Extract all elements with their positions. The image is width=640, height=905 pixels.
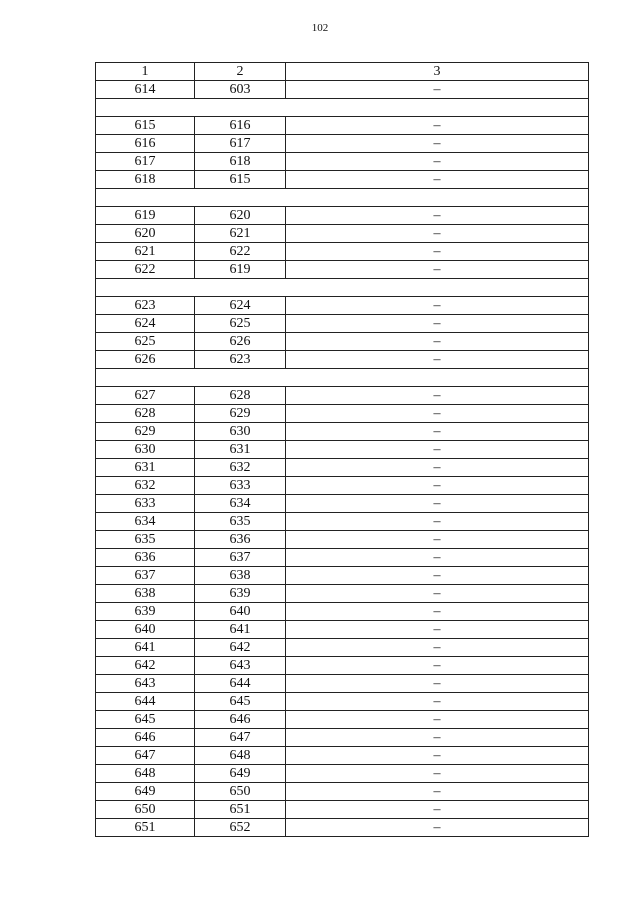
table-cell-col-1: 633 bbox=[96, 495, 195, 513]
table-row bbox=[96, 765, 589, 783]
page-number: 102 bbox=[311, 22, 329, 34]
table-cell-col-3: – bbox=[286, 423, 589, 441]
table-cell-col-3: – bbox=[286, 81, 589, 99]
table-cell-col-2: 639 bbox=[195, 585, 286, 603]
table-row bbox=[96, 459, 589, 477]
table-cell-col-2: 638 bbox=[195, 567, 286, 585]
table-row bbox=[96, 531, 589, 549]
table-row bbox=[96, 81, 589, 99]
table-cell-col-2: 636 bbox=[195, 531, 286, 549]
table-cell-col-2: 622 bbox=[195, 243, 286, 261]
table-cell-col-2: 642 bbox=[195, 639, 286, 657]
table-row bbox=[96, 801, 589, 819]
table-cell-col-1: 648 bbox=[96, 765, 195, 783]
table-row bbox=[96, 675, 589, 693]
table-row bbox=[96, 171, 589, 189]
table-row bbox=[96, 567, 589, 585]
table-cell-col-2: 648 bbox=[195, 747, 286, 765]
table-cell-col-2: 643 bbox=[195, 657, 286, 675]
table-row bbox=[96, 135, 589, 153]
table-cell-col-3: – bbox=[286, 801, 589, 819]
table-row bbox=[96, 351, 589, 369]
table-cell-col-1: 632 bbox=[96, 477, 195, 495]
table-cell-col-1: 617 bbox=[96, 153, 195, 171]
table-cell-col-2: 651 bbox=[195, 801, 286, 819]
table-row bbox=[96, 225, 589, 243]
table-cell-col-1: 614 bbox=[96, 81, 195, 99]
table-row bbox=[96, 513, 589, 531]
table-cell-col-3: – bbox=[286, 117, 589, 135]
table-row bbox=[96, 153, 589, 171]
table-header-row bbox=[96, 63, 589, 81]
table-cell-col-1: 620 bbox=[96, 225, 195, 243]
table-cell-col-1: 627 bbox=[96, 387, 195, 405]
blank-separator-row bbox=[96, 369, 589, 387]
table-row bbox=[96, 477, 589, 495]
table-cell-col-2: 629 bbox=[195, 405, 286, 423]
table-cell-col-1: 638 bbox=[96, 585, 195, 603]
table-cell-col-2: 630 bbox=[195, 423, 286, 441]
table-cell-col-3: – bbox=[286, 765, 589, 783]
table-cell-col-1: 624 bbox=[96, 315, 195, 333]
separator-cell bbox=[96, 189, 589, 207]
table-cell-col-3: – bbox=[286, 441, 589, 459]
table-body bbox=[96, 81, 589, 837]
table-cell-col-1: 630 bbox=[96, 441, 195, 459]
table-cell-col-1: 651 bbox=[96, 819, 195, 837]
table-cell-col-2: 618 bbox=[195, 153, 286, 171]
table-cell-col-3: – bbox=[286, 513, 589, 531]
table-cell-col-3: – bbox=[286, 783, 589, 801]
separator-cell bbox=[96, 369, 589, 387]
table-cell-col-3: – bbox=[286, 207, 589, 225]
table-cell-col-1: 647 bbox=[96, 747, 195, 765]
table-cell-col-1: 625 bbox=[96, 333, 195, 351]
table-cell-col-3: – bbox=[286, 297, 589, 315]
table-row bbox=[96, 405, 589, 423]
table-row bbox=[96, 585, 589, 603]
table-row bbox=[96, 657, 589, 675]
table-cell-col-3: – bbox=[286, 639, 589, 657]
column-header-2: 2 bbox=[195, 63, 286, 81]
table-cell-col-2: 634 bbox=[195, 495, 286, 513]
table-row bbox=[96, 315, 589, 333]
table-row bbox=[96, 711, 589, 729]
table-cell-col-3: – bbox=[286, 531, 589, 549]
table-row bbox=[96, 261, 589, 279]
table-row bbox=[96, 639, 589, 657]
table-cell-col-3: – bbox=[286, 351, 589, 369]
table-cell-col-2: 624 bbox=[195, 297, 286, 315]
table-cell-col-2: 615 bbox=[195, 171, 286, 189]
table-cell-col-3: – bbox=[286, 495, 589, 513]
table-row bbox=[96, 783, 589, 801]
table-row bbox=[96, 729, 589, 747]
table-cell-col-1: 641 bbox=[96, 639, 195, 657]
table-cell-col-3: – bbox=[286, 585, 589, 603]
table-cell-col-2: 637 bbox=[195, 549, 286, 567]
table-cell-col-1: 621 bbox=[96, 243, 195, 261]
table-row bbox=[96, 333, 589, 351]
table-cell-col-3: – bbox=[286, 243, 589, 261]
table-cell-col-1: 619 bbox=[96, 207, 195, 225]
table-cell-col-3: – bbox=[286, 477, 589, 495]
table-cell-col-1: 644 bbox=[96, 693, 195, 711]
table-cell-col-3: – bbox=[286, 333, 589, 351]
separator-cell bbox=[96, 99, 589, 117]
table-cell-col-1: 615 bbox=[96, 117, 195, 135]
table-cell-col-1: 643 bbox=[96, 675, 195, 693]
table-cell-col-2: 628 bbox=[195, 387, 286, 405]
table-cell-col-1: 623 bbox=[96, 297, 195, 315]
table-cell-col-3: – bbox=[286, 459, 589, 477]
table-cell-col-2: 645 bbox=[195, 693, 286, 711]
table-cell-col-3: – bbox=[286, 603, 589, 621]
table-cell-col-1: 635 bbox=[96, 531, 195, 549]
table-cell-col-3: – bbox=[286, 549, 589, 567]
table-cell-col-1: 631 bbox=[96, 459, 195, 477]
table-row bbox=[96, 819, 589, 837]
table-cell-col-1: 622 bbox=[96, 261, 195, 279]
table-row bbox=[96, 243, 589, 261]
blank-separator-row bbox=[96, 99, 589, 117]
table-cell-col-1: 629 bbox=[96, 423, 195, 441]
table-cell-col-1: 634 bbox=[96, 513, 195, 531]
table-cell-col-3: – bbox=[286, 729, 589, 747]
table-cell-col-3: – bbox=[286, 693, 589, 711]
table-row bbox=[96, 549, 589, 567]
table-cell-col-3: – bbox=[286, 135, 589, 153]
table-cell-col-3: – bbox=[286, 405, 589, 423]
table-cell-col-1: 618 bbox=[96, 171, 195, 189]
data-table bbox=[95, 62, 589, 837]
column-header-1: 1 bbox=[96, 63, 195, 81]
table-cell-col-2: 640 bbox=[195, 603, 286, 621]
table-cell-col-2: 646 bbox=[195, 711, 286, 729]
table-cell-col-2: 633 bbox=[195, 477, 286, 495]
table-row bbox=[96, 297, 589, 315]
blank-separator-row bbox=[96, 279, 589, 297]
table-cell-col-3: – bbox=[286, 711, 589, 729]
table-cell-col-1: 637 bbox=[96, 567, 195, 585]
table-row bbox=[96, 441, 589, 459]
table-cell-col-2: 616 bbox=[195, 117, 286, 135]
table-cell-col-3: – bbox=[286, 675, 589, 693]
table-cell-col-3: – bbox=[286, 621, 589, 639]
table-cell-col-3: – bbox=[286, 225, 589, 243]
table-cell-col-1: 646 bbox=[96, 729, 195, 747]
table-row bbox=[96, 621, 589, 639]
table-cell-col-2: 635 bbox=[195, 513, 286, 531]
table-cell-col-2: 644 bbox=[195, 675, 286, 693]
table-cell-col-2: 625 bbox=[195, 315, 286, 333]
table-cell-col-2: 621 bbox=[195, 225, 286, 243]
table-cell-col-3: – bbox=[286, 657, 589, 675]
table-cell-col-1: 626 bbox=[96, 351, 195, 369]
table-cell-col-2: 617 bbox=[195, 135, 286, 153]
table-cell-col-2: 623 bbox=[195, 351, 286, 369]
table-cell-col-2: 626 bbox=[195, 333, 286, 351]
table-row bbox=[96, 207, 589, 225]
table-cell-col-1: 649 bbox=[96, 783, 195, 801]
table-row bbox=[96, 117, 589, 135]
table-cell-col-2: 647 bbox=[195, 729, 286, 747]
table-cell-col-1: 642 bbox=[96, 657, 195, 675]
table-cell-col-1: 640 bbox=[96, 621, 195, 639]
table-cell-col-2: 649 bbox=[195, 765, 286, 783]
table-row bbox=[96, 747, 589, 765]
table-cell-col-1: 650 bbox=[96, 801, 195, 819]
table-cell-col-2: 641 bbox=[195, 621, 286, 639]
table-cell-col-2: 632 bbox=[195, 459, 286, 477]
separator-cell bbox=[96, 279, 589, 297]
table-row bbox=[96, 423, 589, 441]
table-row bbox=[96, 495, 589, 513]
column-header-3: 3 bbox=[286, 63, 589, 81]
table-cell-col-1: 616 bbox=[96, 135, 195, 153]
table-cell-col-3: – bbox=[286, 315, 589, 333]
table-cell-col-1: 639 bbox=[96, 603, 195, 621]
table-cell-col-3: – bbox=[286, 747, 589, 765]
table-cell-col-2: 603 bbox=[195, 81, 286, 99]
table-cell-col-1: 636 bbox=[96, 549, 195, 567]
table-cell-col-2: 619 bbox=[195, 261, 286, 279]
table-cell-col-3: – bbox=[286, 261, 589, 279]
table-cell-col-3: – bbox=[286, 819, 589, 837]
table-row bbox=[96, 693, 589, 711]
table-row bbox=[96, 603, 589, 621]
table-cell-col-3: – bbox=[286, 171, 589, 189]
table-cell-col-1: 645 bbox=[96, 711, 195, 729]
table-cell-col-2: 650 bbox=[195, 783, 286, 801]
table-cell-col-2: 652 bbox=[195, 819, 286, 837]
table-cell-col-2: 631 bbox=[195, 441, 286, 459]
table-cell-col-3: – bbox=[286, 387, 589, 405]
table-cell-col-3: – bbox=[286, 567, 589, 585]
blank-separator-row bbox=[96, 189, 589, 207]
table-row bbox=[96, 387, 589, 405]
table-cell-col-1: 628 bbox=[96, 405, 195, 423]
table-cell-col-3: – bbox=[286, 153, 589, 171]
table-cell-col-2: 620 bbox=[195, 207, 286, 225]
